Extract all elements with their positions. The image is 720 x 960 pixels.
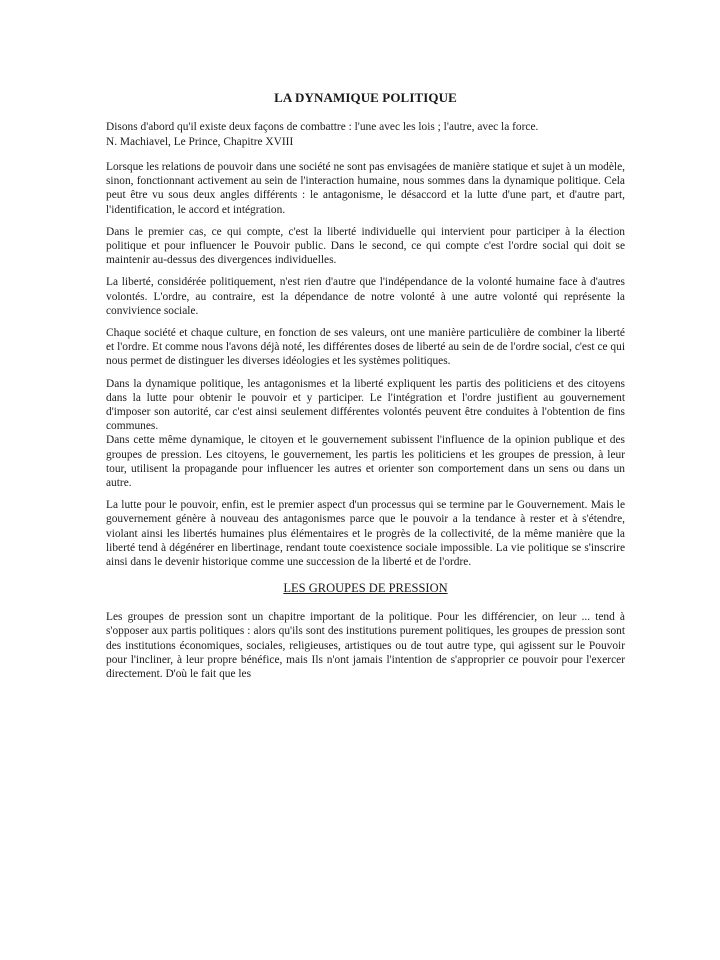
paragraph-4: Chaque société et chaque culture, en fonction de ses valeurs, ont une manière particulière de combiner la liberté et l'ordre. Et comme nous l'avons déjà noté, les différentes doses de liberté au sein de de l'ordre social, c'est ce qui nous permet de distinguer les diverses idéologies et les systèmes politiques. bbox=[106, 327, 625, 368]
paragraph-2: Dans le premier cas, ce qui compte, c'est la liberté individuelle qui intervient pour participer à la élection politique et pour influencer le Pouvoir public. Dans le second, ce qui compte c'est l'ordre social qui doit se maintenir au-dessus des divergences individuelles. bbox=[106, 225, 625, 267]
paragraph-1: Lorsque les relations de pouvoir dans une société ne sont pas envisagées de manière statique et sujet à un modèle, sinon, fonctionnant activement au sein de l'interaction humaine, nous sommes dans la dynamique politique. Cela peut être vu sous deux angles différents : le antagonisme, le désaccord et la lutte d'une part, et d'autre part, l'identification, le accord et intégration. bbox=[106, 161, 625, 216]
page-title: LA DYNAMIQUE POLITIQUE bbox=[274, 90, 457, 105]
epigraph bbox=[106, 120, 625, 150]
section-paragraph: Les groupes de pression sont un chapitre important de la politique. Pour les différencier, on leur ... tend à s'opposer aux partis politiques : alors qu'ils sont des institutions purement politiques, les groupes de pression sont des institutions économiques, sociales, religieuses, artistiques ou de tout autre type, qui agissent sur le Pouvoir pour l'incliner, à leur propre bénéfice, mais Ils n'ont jamais l'intention de s'approprier ce pouvoir pour l'exercer directement. D'où le fait que les bbox=[106, 611, 625, 681]
epigraph-attribution: N. Machiavel, Le Prince, Chapitre XVIII bbox=[106, 136, 294, 148]
epigraph-text: Disons d'abord qu'il existe deux façons de combattre : l'une avec les lois ; l'autre, avec la force. bbox=[106, 121, 539, 133]
paragraph-3: La liberté, considérée politiquement, n'est rien d'autre que l'indépendance de la volonté humaine face à d'autres volontés. L'ordre, au contraire, est la dépendance de notre volonté à une autre volonté qui représente la convivience sociale. bbox=[106, 276, 625, 317]
paragraph-6: Dans cette même dynamique, le citoyen et le gouvernement subissent l'influence de la opinion publique et des groupes de pression. Les citoyens, le gouvernement, les partis les politiciens et les groupes de pression, à leur tour, utilisent la propagande pour influencer les autres et orienter son comportement dans un sens ou dans un autre. bbox=[106, 434, 625, 490]
section-title: LES GROUPES DE PRESSION bbox=[283, 581, 448, 596]
paragraph-5: Dans la dynamique politique, les antagonismes et la liberté expliquent les partis des politiciens et des citoyens dans la lutte pour obtenir le pouvoir et y participer. Le l'intégration et l'ordre justifient au gouvernement d'imposer son autorité, car c'est ainsi seulement différentes volontés peuvent être conduites à l'obtention de fins communes. bbox=[106, 377, 625, 433]
paragraph-7: La lutte pour le pouvoir, enfin, est le premier aspect d'un processus qui se termine par le Gouvernement. Mais le gouvernement génère à nouveau des antagonismes parce que le pouvoir a la tendance à rester et à s'étendre, violant ainsi les libertés humaines plus élémentaires et le progrès de la collectivité, de la même manière que la liberté tend à dégénérer en libertinage, rendant toute coexistence sociale impossible. La vie politique se s'inscrire ainsi dans le devenir historique comme une succession de la liberté et de l'ordre. bbox=[106, 499, 625, 569]
